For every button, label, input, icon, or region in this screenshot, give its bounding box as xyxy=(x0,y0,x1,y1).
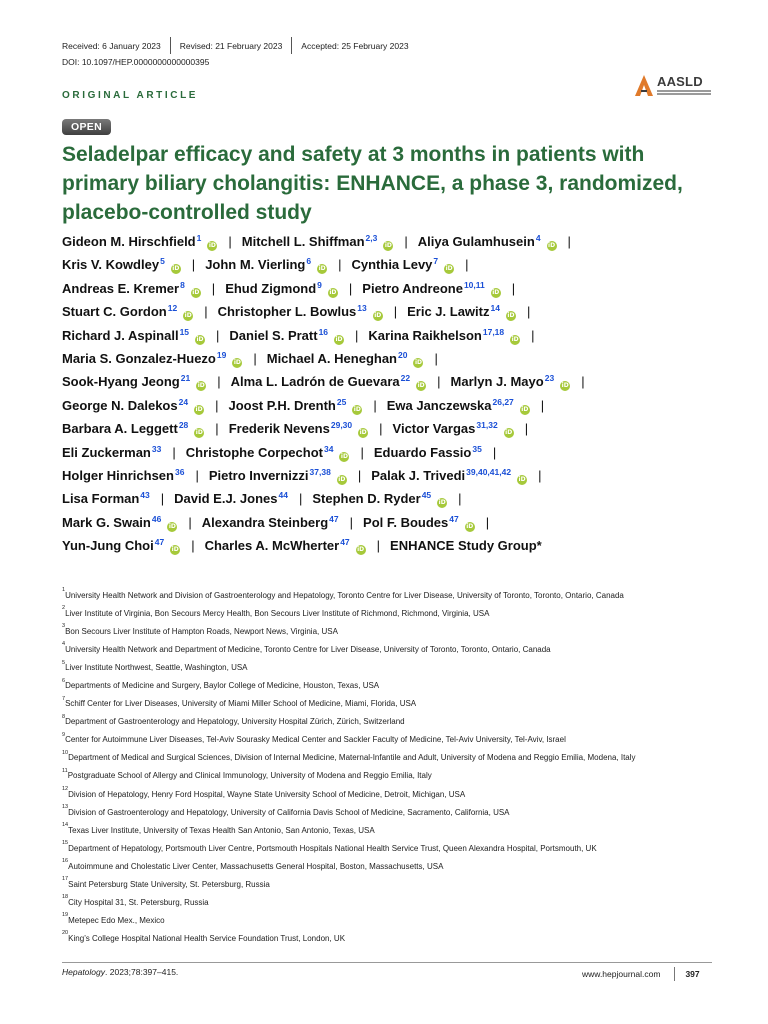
author-separator: | xyxy=(204,304,208,320)
article-type: ORIGINAL ARTICLE xyxy=(62,90,199,101)
author: Holger Hinrichsen $^{36}$ xyxy=(62,464,184,487)
affiliation-number: 1 xyxy=(62,587,66,594)
author-separator: | xyxy=(540,397,545,413)
affiliation xyxy=(62,912,722,937)
affiliation-number: 19 xyxy=(62,912,69,919)
orcid-icon[interactable]: iD xyxy=(417,382,425,390)
affiliation-text: Department of Medical and Surgical Sciences, Division of Internal Medicine, Maternal-Infantile and Adult, University of Modena and Reggio Emilia, Modena, Italy xyxy=(68,753,636,763)
affiliation xyxy=(62,876,722,901)
author: Christophe Corpechot $^{34}$ iD xyxy=(186,441,350,464)
author-name: Michael A. Heneghan xyxy=(266,351,398,367)
orcid-icon[interactable]: iD xyxy=(335,335,343,343)
affiliation xyxy=(62,785,722,808)
author-separator: | xyxy=(434,351,438,367)
affiliation xyxy=(62,695,722,717)
citation-details: . 2023;78:397–415. xyxy=(105,967,179,977)
author-name: Mark G. Swain xyxy=(62,514,151,530)
author-line xyxy=(62,300,722,323)
author-separator: | xyxy=(348,280,353,296)
affiliation-number: 15 xyxy=(62,840,69,846)
affiliation-text: University Health Network and Department of Medicine, Toronto Centre for Liver Disease, University of Toronto, Toronto, Ontario, Canada xyxy=(65,645,551,655)
author: Eli Zuckerman $^{33}$ xyxy=(62,441,161,464)
author-name: Christophe Corpechot xyxy=(185,444,323,460)
author-separator: | xyxy=(191,257,196,273)
affiliation xyxy=(62,731,722,753)
orcid-icon[interactable]: iD xyxy=(359,429,367,437)
affiliation xyxy=(62,840,722,865)
author: Alma L. Ladrón de Guevara $^{22}$ iD xyxy=(231,370,427,393)
affiliation-text: Bon Secours Liver Institute of Hampton Roads, Newport News, Virginia, USA xyxy=(65,627,338,637)
author-name: ENHANCE Study Group* xyxy=(390,538,542,554)
affiliation xyxy=(62,749,722,771)
affiliation-list xyxy=(62,587,722,952)
author: John M. Vierling $^6$ iD xyxy=(205,253,327,276)
author: Eric J. Lawitz $^{14}$ iD xyxy=(407,300,516,323)
orcid-icon[interactable]: iD xyxy=(505,429,513,437)
author-separator: | xyxy=(437,374,441,390)
author-line xyxy=(62,441,722,464)
orcid-icon[interactable]: iD xyxy=(318,265,326,273)
author: Barbara A. Leggett $^{28}$ iD xyxy=(62,417,204,440)
orcid-icon[interactable]: iD xyxy=(466,522,474,530)
orcid-icon[interactable]: iD xyxy=(521,405,529,413)
author-name: David E.J. Jones xyxy=(174,491,278,507)
affiliation-text: Division of Gastroenterology and Hepatology, University of California Davis School of Medicine, Sacramento, California, USA xyxy=(68,807,510,817)
author-name: Mitchell L. Shiffman xyxy=(241,234,365,249)
affiliation-number: 18 xyxy=(62,894,69,901)
orcid-icon[interactable]: iD xyxy=(353,405,361,413)
page-number: 397 xyxy=(685,969,700,979)
author-line xyxy=(62,464,722,487)
author-separator: | xyxy=(511,280,516,296)
affiliation-number: 12 xyxy=(62,785,69,792)
author xyxy=(390,534,542,557)
affiliation-number: 13 xyxy=(62,803,69,810)
orcid-icon[interactable]: iD xyxy=(374,312,382,320)
affiliation-number: 17 xyxy=(62,876,69,883)
author-separator: | xyxy=(298,491,303,507)
author-separator: | xyxy=(355,327,359,343)
author-name: Eduardo Fassio xyxy=(373,444,472,460)
author: Mitchell L. Shiffman $^{2,3}$ iD xyxy=(242,230,394,253)
author-name: Karina Raikhelson xyxy=(368,327,482,343)
author-line xyxy=(62,324,722,347)
author: Palak J. Trivedi $^{39,40,41,42}$ iD xyxy=(371,464,527,487)
author-name: Barbara A. Leggett xyxy=(62,421,178,437)
divider xyxy=(291,37,292,54)
affiliation xyxy=(62,605,722,630)
author-name: Andreas E. Kremer xyxy=(62,280,180,296)
affiliation-text: Autoimmune and Cholestatic Liver Center, Massachusetts General Hospital, Boston, Massachusetts, USA xyxy=(68,861,444,871)
affiliation xyxy=(62,587,722,612)
journal-website-link[interactable]: www.hepjournal.com xyxy=(582,969,661,979)
affiliation-text: Department of Gastroenterology and Hepatology, University Hospital Zürich, Zürich, Switzerland xyxy=(65,717,405,727)
orcid-icon[interactable]: iD xyxy=(168,522,176,530)
author-name: Christopher L. Bowlus xyxy=(217,304,357,320)
affiliation xyxy=(62,713,722,735)
author-name: Ewa Janczewska xyxy=(386,397,492,413)
author-name: Palak J. Trivedi xyxy=(371,468,466,484)
author: Eduardo Fassio $^{35}$ xyxy=(374,441,482,464)
author-separator: | xyxy=(581,374,585,390)
author: Pietro Andreone $^{10,11}$ iD xyxy=(362,277,500,300)
author-separator: | xyxy=(531,327,535,343)
author-line xyxy=(62,277,722,300)
author-separator: | xyxy=(195,468,199,484)
orcid-icon[interactable]: iD xyxy=(233,359,241,367)
author-name: Aliya Gulamhusein xyxy=(417,234,535,249)
author-separator: | xyxy=(404,234,408,249)
affiliation-number: 14 xyxy=(62,821,69,828)
author-separator: | xyxy=(253,351,257,367)
orcid-icon[interactable]: iD xyxy=(197,382,205,390)
author-name: Marlyn J. Mayo xyxy=(450,374,544,390)
open-access-badge: OPEN xyxy=(62,119,111,135)
divider xyxy=(170,37,171,54)
author: Karina Raikhelson $^{17,18}$ iD xyxy=(368,324,520,347)
author-separator: | xyxy=(215,397,219,413)
history-bar xyxy=(62,37,409,54)
orcid-icon[interactable]: iD xyxy=(192,288,200,296)
author-name: Stuart C. Gordon xyxy=(62,304,167,320)
accepted-date: Accepted: 25 February 2023 xyxy=(301,40,409,51)
author-separator: | xyxy=(188,514,192,530)
aasld-logo xyxy=(633,72,713,100)
orcid-icon[interactable]: iD xyxy=(171,546,179,554)
affiliation-text: Division of Hepatology, Henry Ford Hospital, Wayne State University School of Medicine, Detroit, Michigan, USA xyxy=(68,789,466,799)
logo-text: AASLD xyxy=(657,74,703,89)
author: Mark G. Swain $^{46}$ iD xyxy=(62,511,177,534)
citation-journal: Hepatology xyxy=(62,967,106,977)
author-separator: | xyxy=(465,257,469,273)
affiliation-text: Center for Autoimmune Liver Diseases, Tel-Aviv Sourasky Medical Center and Sackler Faculty of Medicine, Tel-Aviv University, Tel-Aviv, Israel xyxy=(65,735,566,745)
footer-right xyxy=(582,967,700,981)
author: Michael A. Heneghan $^{20}$ iD xyxy=(267,347,424,370)
orcid-icon[interactable]: iD xyxy=(414,359,422,367)
orcid-icon[interactable]: iD xyxy=(196,335,204,343)
author-name: Holger Hinrichsen xyxy=(62,468,174,484)
author-separator: | xyxy=(360,444,364,460)
footer-rule xyxy=(62,962,712,963)
author: Victor Vargas $^{31,32}$ iD xyxy=(393,417,514,440)
author-name: Maria S. Gonzalez-Huezo xyxy=(62,351,216,367)
author-name: John M. Vierling xyxy=(205,257,306,273)
author-separator: | xyxy=(215,421,219,437)
author-separator: | xyxy=(526,304,531,320)
orcid-icon[interactable]: iD xyxy=(195,429,203,437)
affiliation-number: 9 xyxy=(62,731,66,738)
author-name: Lisa Forman xyxy=(62,491,140,507)
author: Gideon M. Hirschfield $^1$ iD xyxy=(62,230,217,253)
affiliation xyxy=(62,677,722,699)
author-name: Pietro Invernizzi xyxy=(208,468,309,484)
author-line xyxy=(62,511,722,534)
orcid-icon[interactable]: iD xyxy=(507,312,515,320)
author: Lisa Forman $^{43}$ xyxy=(62,487,150,510)
author-separator: | xyxy=(349,514,354,530)
author-separator: | xyxy=(338,257,342,273)
affiliation xyxy=(62,767,722,789)
author-line xyxy=(62,370,722,393)
affiliation-text: King’s College Hospital National Health Service Foundation Trust, London, UK xyxy=(68,933,346,943)
affiliation xyxy=(62,659,722,681)
affiliation xyxy=(62,803,722,826)
affiliation xyxy=(62,821,722,844)
affiliation-text: Department of Hepatology, Portsmouth Liver Centre, Portsmouth Hospitals National Health Service Trust, Queen Alexandra Hospital, Portsmouth, UK xyxy=(68,843,597,853)
author-separator: | xyxy=(373,397,377,413)
aasld-logo-icon xyxy=(633,72,655,98)
author: Christopher L. Bowlus $^{13}$ iD xyxy=(218,300,383,323)
author-separator: | xyxy=(393,304,398,320)
orcid-icon[interactable]: iD xyxy=(384,242,392,249)
orcid-icon[interactable]: iD xyxy=(561,382,569,390)
affiliation-number: 5 xyxy=(62,659,66,666)
author-name: Charles A. McWherter xyxy=(204,538,340,554)
author: Ewa Janczewska $^{26,27}$ iD xyxy=(387,394,530,417)
orcid-icon[interactable]: iD xyxy=(338,476,346,484)
author-separator: | xyxy=(485,514,490,530)
author-line xyxy=(62,253,722,276)
affiliation-text: Liver Institute Northwest, Seattle, Washington, USA xyxy=(65,663,248,673)
affiliation xyxy=(62,894,722,919)
author-name: Sook-Hyang Jeong xyxy=(62,374,180,390)
author: Joost P.H. Drenth $^{25}$ iD xyxy=(228,394,362,417)
orcid-icon[interactable]: iD xyxy=(445,265,453,273)
author: George N. Dalekos $^{24}$ iD xyxy=(62,394,204,417)
author: Charles A. McWherter $^{47}$ iD xyxy=(205,534,366,557)
author: Cynthia Levy $^7$ iD xyxy=(351,253,454,276)
author-name: Pol F. Boudes xyxy=(363,514,449,530)
author-name: Joost P.H. Drenth xyxy=(228,397,336,413)
author: Ehud Zigmond $^9$ iD xyxy=(225,277,338,300)
logo-subtitle xyxy=(657,90,711,97)
author-separator: | xyxy=(160,491,165,507)
affiliation-text: Schiff Center for Liver Diseases, University of Miami Miller School of Medicine, Miami, Florida, USA xyxy=(65,699,417,709)
author: David E.J. Jones $^{44}$ xyxy=(174,487,288,510)
affiliation-number: 7 xyxy=(62,695,66,702)
affiliation-number: 6 xyxy=(62,677,66,684)
orcid-icon[interactable]: iD xyxy=(492,288,500,296)
affiliation-number: 3 xyxy=(62,623,66,630)
article-title: Seladelpar efficacy and safety at 3 months in patients with primary biliary cholangitis: ENHANCE, a phase 3, randomized, placebo-controlled study xyxy=(62,143,683,224)
author-line xyxy=(62,417,722,440)
author-list xyxy=(62,230,722,558)
author-name: Daniel S. Pratt xyxy=(229,327,318,343)
affiliation xyxy=(62,930,722,952)
author: Maria S. Gonzalez-Huezo $^{19}$ iD xyxy=(62,347,242,370)
author-separator: | xyxy=(492,444,497,460)
affiliation xyxy=(62,858,722,883)
author-name: Victor Vargas xyxy=(392,421,476,437)
orcid-icon[interactable]: iD xyxy=(195,405,203,413)
author-line xyxy=(62,347,722,370)
affiliation xyxy=(62,641,722,663)
author-name: Alma L. Ladrón de Guevara xyxy=(230,374,400,390)
author-separator: | xyxy=(216,327,220,343)
affiliation-text: University Health Network and Division of Gastroenterology and Hepatology, Toronto Centre for Liver Disease, University of Toronto, Toronto, Ontario, Canada xyxy=(65,591,624,600)
author: Aliya Gulamhusein $^4$ iD xyxy=(418,230,557,253)
author-separator: | xyxy=(458,491,462,507)
author-name: Cynthia Levy xyxy=(351,257,433,273)
author-line xyxy=(62,534,722,557)
orcid-icon[interactable]: iD xyxy=(511,335,519,343)
author: Alexandra Steinberg $^{47}$ xyxy=(202,511,339,534)
affiliation-text: Postgraduate School of Allergy and Clinical Immunology, University of Modena and Reggio Emilia, Italy xyxy=(67,771,432,781)
affiliation xyxy=(62,623,722,648)
affiliation-text: Saint Petersburg State University, St. Petersburg, Russia xyxy=(68,879,270,889)
doi[interactable]: DOI: 10.1097/HEP.0000000000000395 xyxy=(62,57,210,67)
author: Kris V. Kowdley $^5$ iD xyxy=(62,253,181,276)
author-separator: | xyxy=(211,280,216,296)
author-separator: | xyxy=(379,421,383,437)
orcid-icon[interactable]: iD xyxy=(340,452,348,460)
author-separator: | xyxy=(538,468,542,484)
author-name: Ehud Zigmond xyxy=(225,280,317,296)
affiliation-number: 16 xyxy=(62,858,69,865)
affiliation-number: 10 xyxy=(62,749,69,756)
orcid-icon[interactable]: iD xyxy=(184,312,192,320)
orcid-icon[interactable]: iD xyxy=(438,499,446,507)
author-separator: | xyxy=(357,468,362,484)
author-separator: | xyxy=(191,538,195,554)
author-separator: | xyxy=(217,374,221,390)
footer-citation xyxy=(62,967,178,977)
orcid-icon[interactable]: iD xyxy=(208,242,216,249)
affiliation-number: 2 xyxy=(62,605,66,612)
author: Pol F. Boudes $^{47}$ iD xyxy=(363,511,475,534)
affiliation-text: Texas Liver Institute, University of Texas Health San Antonio, San Antonio, Texas, USA xyxy=(68,825,375,835)
author: Daniel S. Pratt $^{16}$ iD xyxy=(229,324,344,347)
orcid-icon[interactable]: iD xyxy=(518,476,526,484)
revised-date: Revised: 21 February 2023 xyxy=(179,40,283,51)
author: Frederik Nevens $^{29,30}$ iD xyxy=(229,417,368,440)
author-name: Kris V. Kowdley xyxy=(62,257,160,273)
author-name: Frederik Nevens xyxy=(228,421,330,437)
affiliation-number: 20 xyxy=(62,930,69,937)
author-line xyxy=(62,394,722,417)
orcid-icon[interactable]: iD xyxy=(548,242,556,249)
author-separator: | xyxy=(376,538,381,554)
author: Sook-Hyang Jeong $^{21}$ iD xyxy=(62,370,206,393)
affiliation-text: Departments of Medicine and Surgery, Baylor College of Medicine, Houston, Texas, USA xyxy=(65,681,380,691)
author-separator: | xyxy=(228,234,232,249)
author-name: Yun-Jung Choi xyxy=(62,538,154,554)
author: Andreas E. Kremer $^8$ iD xyxy=(62,277,201,300)
author: Yun-Jung Choi $^{47}$ iD xyxy=(62,534,180,557)
author-separator: | xyxy=(172,444,176,460)
author: Richard J. Aspinall $^{15}$ iD xyxy=(62,324,205,347)
affiliation-number: 4 xyxy=(62,641,66,648)
author: Stephen D. Ryder $^{45}$ iD xyxy=(312,487,447,510)
received-date: Received: 6 January 2023 xyxy=(62,40,161,51)
author: Marlyn J. Mayo $^{23}$ iD xyxy=(451,370,571,393)
author-separator: | xyxy=(567,234,571,249)
author-line xyxy=(62,487,722,510)
author-separator: | xyxy=(524,421,529,437)
author-line xyxy=(62,230,722,253)
affiliation-text: Liver Institute of Virginia, Bon Secours Mercy Health, Bon Secours Liver Institute of Richmond, Richmond, Virginia, USA xyxy=(65,609,490,619)
affiliation-number: 11 xyxy=(62,767,68,774)
author-name: Richard J. Aspinall xyxy=(62,327,179,343)
author-name: Eli Zuckerman xyxy=(62,444,151,460)
author-name: Alexandra Steinberg xyxy=(201,514,329,530)
affiliation-text: City Hospital 31, St. Petersburg, Russia xyxy=(68,897,209,907)
author-name: Stephen D. Ryder xyxy=(312,491,421,507)
orcid-icon[interactable]: iD xyxy=(357,546,365,554)
author-name: Eric J. Lawitz xyxy=(407,304,490,320)
affiliation-text: Metepec Edo Mex., Mexico xyxy=(68,915,165,925)
author: Stuart C. Gordon $^{12}$ iD xyxy=(62,300,193,323)
orcid-icon[interactable]: iD xyxy=(172,265,180,273)
author-name: George N. Dalekos xyxy=(62,397,178,413)
author-name: Gideon M. Hirschfield xyxy=(62,234,196,249)
author-name: Pietro Andreone xyxy=(362,280,463,296)
author: Pietro Invernizzi $^{37,38}$ iD xyxy=(209,464,347,487)
orcid-icon[interactable]: iD xyxy=(329,288,337,296)
divider xyxy=(674,967,675,981)
affiliation-number: 8 xyxy=(62,713,66,720)
